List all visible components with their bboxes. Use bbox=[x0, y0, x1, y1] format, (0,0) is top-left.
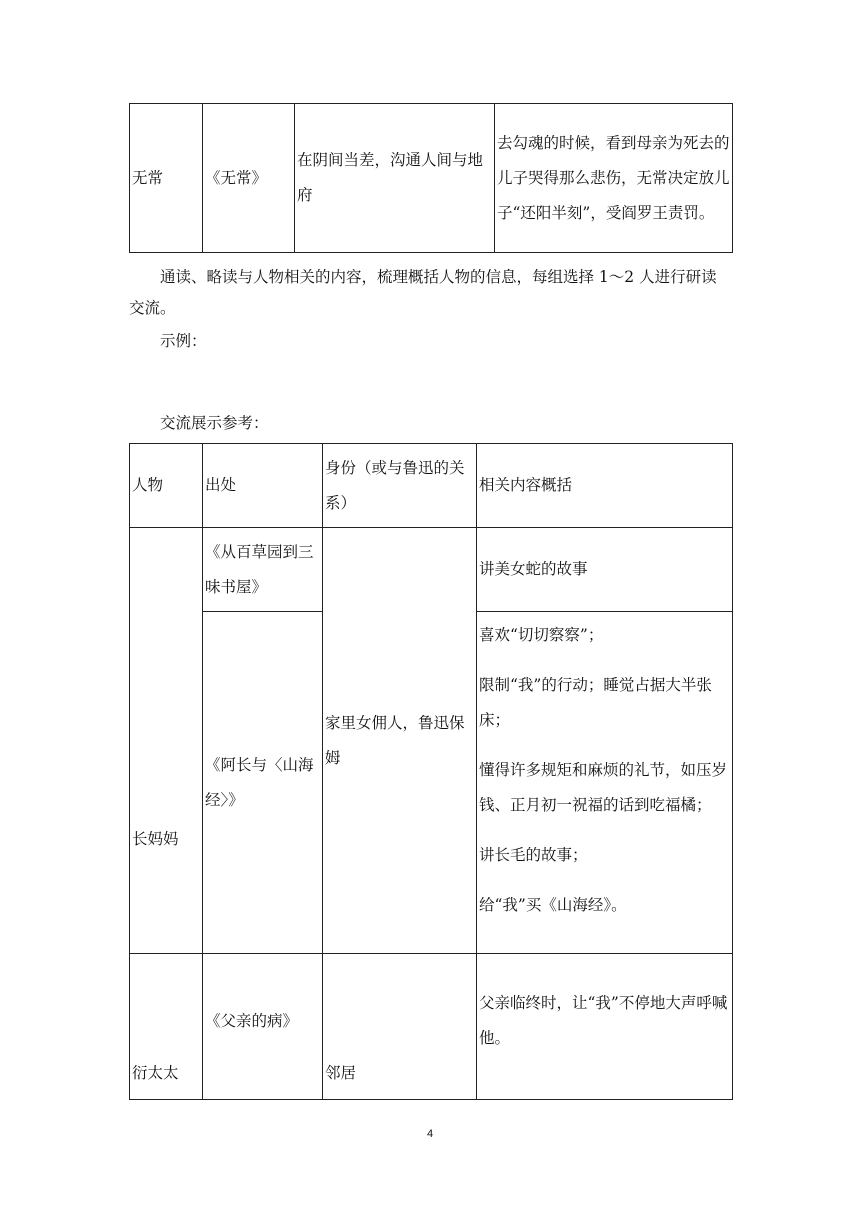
character-summary: 去勾魂的时候，看到母亲为死去的儿子哭得那么悲伤，无常决定放儿子“还阳半刻”，受阎罗王责罚。 bbox=[495, 104, 733, 253]
character-identity: 在阴间当差，沟通人间与地府 bbox=[295, 104, 495, 253]
table-row bbox=[130, 528, 733, 612]
table-row bbox=[130, 954, 733, 1100]
reference-label: 交流展示参考： bbox=[160, 414, 269, 432]
table-header-row bbox=[130, 444, 733, 528]
summary-item: 给“我”买《山海经》。 bbox=[479, 896, 627, 914]
character-identity: 邻居 bbox=[323, 954, 477, 1100]
character-summary-list bbox=[477, 612, 733, 954]
character-name: 无常 bbox=[130, 104, 203, 253]
character-name: 衍太太 bbox=[130, 954, 203, 1100]
header-source: 出处 bbox=[203, 444, 323, 528]
character-source: 《阿长与〈山海经〉》 bbox=[203, 612, 323, 954]
summary-item: 懂得许多规矩和麻烦的礼节，如压岁钱、正月初一祝福的话到吃福橘； bbox=[479, 761, 728, 814]
header-identity: 身份（或与鲁迅的关系） bbox=[323, 444, 477, 528]
character-source: 《无常》 bbox=[203, 104, 295, 253]
summary-item: 讲长毛的故事； bbox=[479, 846, 588, 864]
summary-item: 限制“我”的行动；睡觉占据大半张床； bbox=[479, 676, 712, 729]
character-table-continued bbox=[129, 103, 733, 253]
character-source: 《从百草园到三味书屋》 bbox=[203, 528, 323, 612]
character-source: 《父亲的病》 bbox=[203, 954, 323, 1100]
character-summary: 讲美女蛇的故事 bbox=[477, 528, 733, 612]
page-number: 4 bbox=[426, 1128, 434, 1140]
table-row bbox=[130, 104, 733, 253]
character-name: 长妈妈 bbox=[130, 528, 203, 954]
header-name: 人物 bbox=[130, 444, 203, 528]
character-summary: 父亲临终时，让“我”不停地大声呼喊他。 bbox=[477, 954, 733, 1100]
instruction-paragraph: 通读、略读与人物相关的内容，梳理概括人物的信息，每组选择 1～2 人进行研读交流。 bbox=[129, 268, 717, 317]
summary-item: 喜欢“切切察察”； bbox=[479, 626, 604, 644]
header-summary: 相关内容概括 bbox=[477, 444, 733, 528]
character-identity: 家里女佣人，鲁迅保姆 bbox=[323, 528, 477, 954]
example-label: 示例： bbox=[160, 332, 207, 350]
character-reference-table bbox=[129, 443, 733, 1100]
